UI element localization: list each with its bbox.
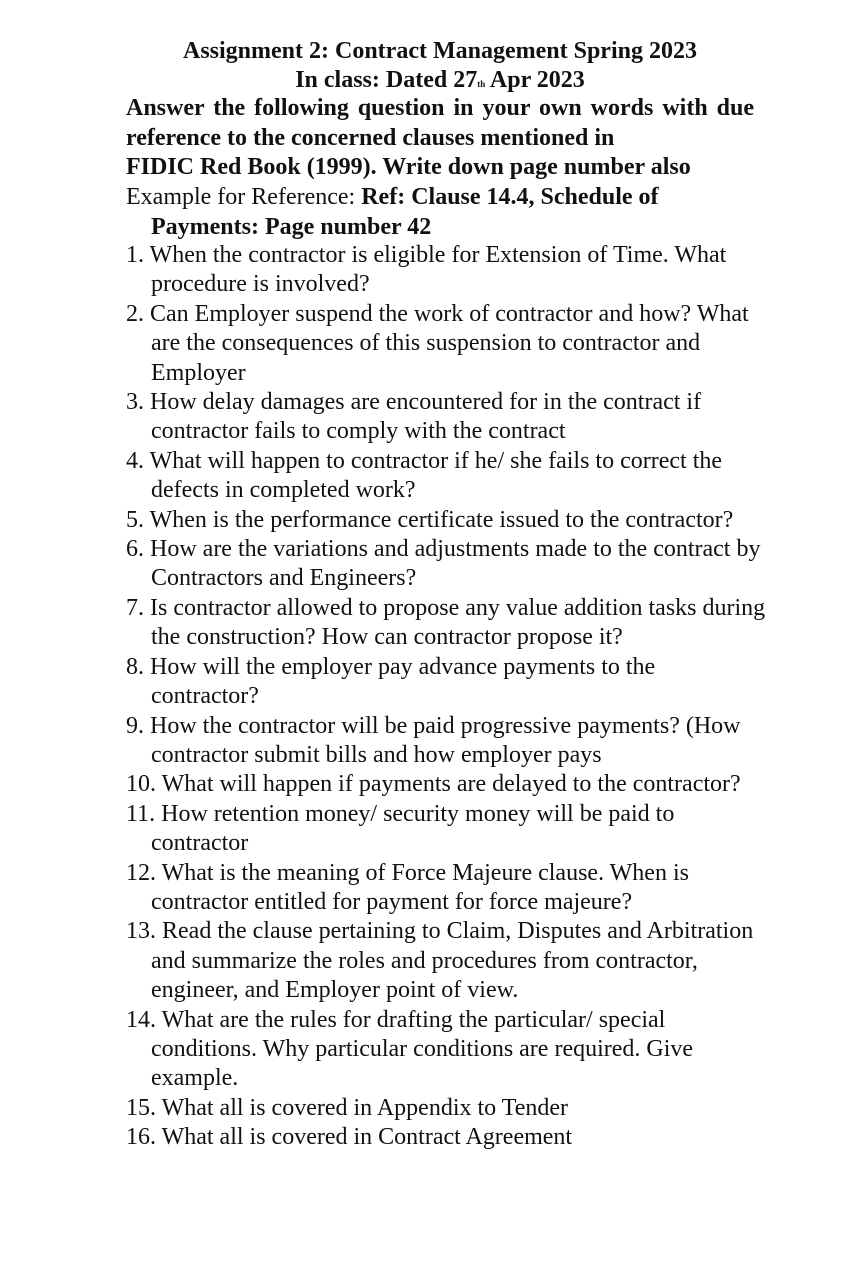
question-item: 10. What will happen if payments are delayed to the contractor? xyxy=(126,771,741,798)
date-prefix: In class: Dated 27 xyxy=(295,67,478,93)
question-item: 7. Is contractor allowed to propose any value addition tasks during the construction? How can contractor propose it? xyxy=(126,594,766,651)
instructions-paragraph xyxy=(126,94,754,183)
instructions-last-line: FIDIC Red Book (1999). Write down page number also xyxy=(126,154,691,180)
question-item: 8. How will the employer pay advance payments to the contractor? xyxy=(126,653,656,710)
example-ref: Ref: Clause 14.4, Schedule of xyxy=(361,184,659,210)
document-date-line xyxy=(13,65,854,95)
date-suffix: Apr 2023 xyxy=(485,67,585,93)
question-item: 3. How delay damages are encountered for in the contract if contractor fails to comply with the contract xyxy=(126,389,702,445)
question-item: 16. What all is covered in Contract Agreement xyxy=(126,1124,573,1151)
question-item: 1. When the contractor is eligible for Extension of Time. What procedure is involved? xyxy=(126,242,727,298)
instructions-main: Answer the following question in your own words with due reference to the concerned clauses mentioned in xyxy=(126,95,754,151)
question-item: 11. How retention money/ security money will be paid to contractor xyxy=(126,800,675,857)
example-ref-continuation: Payments: Page number 42 xyxy=(151,213,432,240)
question-item: 14. What are the rules for drafting the particular/ special conditions. Why particular conditions are required. Give example. xyxy=(126,1006,694,1092)
question-item: 15. What all is covered in Appendix to Tender xyxy=(126,1094,568,1121)
date-ordinal-suffix: th xyxy=(477,79,486,89)
document-title: Assignment 2: Contract Management Spring 2023 xyxy=(183,38,697,64)
question-item: 9. How the contractor will be paid progressive payments? (How contractor submit bills and how employer pays xyxy=(126,712,741,768)
question-item: 4. What will happen to contractor if he/ she fails to correct the defects in completed work? xyxy=(126,447,723,504)
questions-list xyxy=(126,241,766,1153)
question-item: 5. When is the performance certificate issued to the contractor? xyxy=(126,506,734,533)
question-item: 12. What is the meaning of Force Majeure clause. When is contractor entitled for payment for force majeure? xyxy=(126,859,689,915)
question-item: 6. How are the variations and adjustments made to the contract by Contractors and Engineers? xyxy=(126,536,761,592)
example-reference xyxy=(126,183,766,242)
example-label: Example for Reference: xyxy=(126,184,362,210)
question-item: 2. Can Employer suspend the work of contractor and how? What are the consequences of this suspension to contractor and Employer xyxy=(126,300,749,386)
question-item: 13. Read the clause pertaining to Claim, Disputes and Arbitration and summarize the roles and procedures from contractor, engineer, and Employer point of view. xyxy=(126,918,754,1004)
